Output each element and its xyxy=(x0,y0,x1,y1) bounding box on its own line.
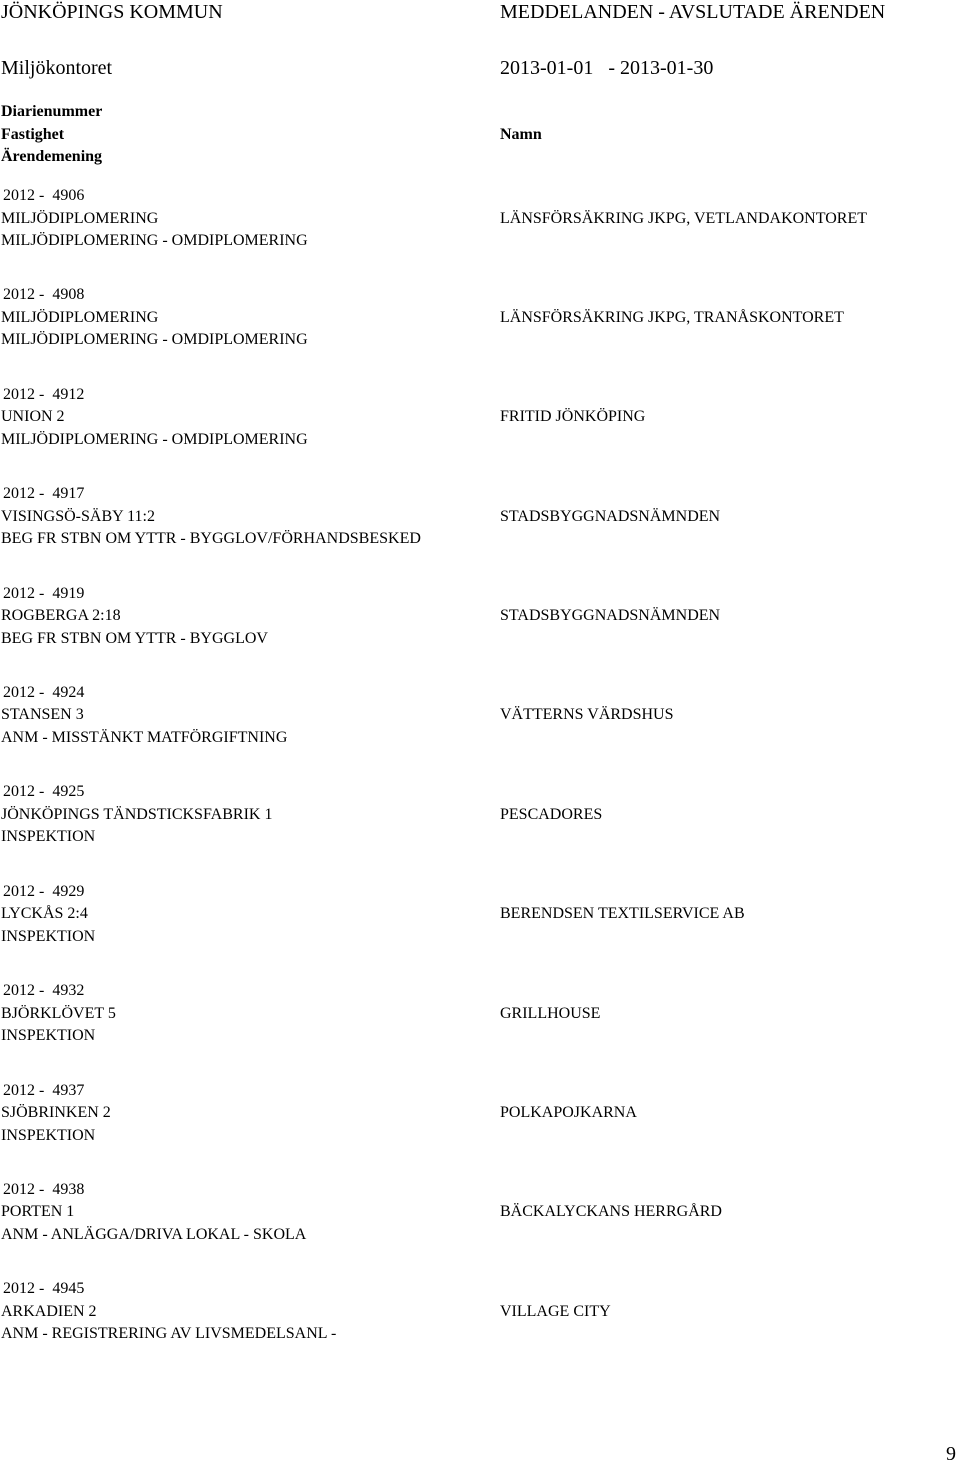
date-to: 2013-01-30 xyxy=(620,57,714,79)
record-arendemening: ANM - ANLÄGGA/DRIVA LOKAL - SKOLA xyxy=(1,1225,307,1243)
record-details xyxy=(1,483,481,551)
record-fastighet: BJÖRKLÖVET 5 xyxy=(1,1004,116,1022)
list-item xyxy=(0,1080,960,1179)
record-diarienummer xyxy=(1,185,481,208)
record-arendemening: INSPEKTION xyxy=(1,927,96,945)
record-separator: - xyxy=(39,1280,45,1298)
page-number: 9 xyxy=(946,1443,956,1465)
column-header-diarienummer: Diarienummer xyxy=(1,103,103,120)
record-year: 2012 xyxy=(3,982,35,1000)
record-namn: BERENDSEN TEXTILSERVICE AB xyxy=(500,905,745,923)
date-from: 2013-01-01 xyxy=(500,57,594,79)
record-details xyxy=(1,1179,481,1247)
record-list xyxy=(0,185,960,1378)
record-details xyxy=(1,384,481,452)
list-item xyxy=(0,881,960,980)
record-arendemening: MILJÖDIPLOMERING - OMDIPLOMERING xyxy=(1,232,308,249)
record-year: 2012 xyxy=(3,584,35,602)
record-separator: - xyxy=(39,683,45,701)
record-separator: - xyxy=(39,485,45,503)
record-number: 4937 xyxy=(52,1081,85,1099)
record-separator: - xyxy=(39,1081,45,1099)
record-fastighet: LYCKÅS 2:4 xyxy=(1,905,88,923)
record-details xyxy=(1,284,481,352)
record-number: 4945 xyxy=(52,1280,85,1298)
record-namn: GRILLHOUSE xyxy=(500,1004,601,1022)
record-fastighet: ROGBERGA 2:18 xyxy=(1,607,121,625)
record-fastighet: VISINGSÖ-SÄBY 11:2 xyxy=(1,507,155,525)
record-arendemening: MILJÖDIPLOMERING - OMDIPLOMERING xyxy=(1,331,308,349)
report-title: MEDDELANDEN - AVSLUTADE ÄRENDEN xyxy=(500,1,886,23)
record-arendemening: ANM - MISSTÄNKT MATFÖRGIFTNING xyxy=(1,728,288,746)
record-diarienummer xyxy=(1,583,481,606)
record-number: 4932 xyxy=(52,982,85,1000)
list-item xyxy=(0,284,960,383)
date-range xyxy=(500,56,713,80)
record-namn: STADSBYGGNADSNÄMNDEN xyxy=(500,607,721,625)
record-diarienummer xyxy=(1,682,481,705)
record-details xyxy=(1,781,481,849)
record-number: 4908 xyxy=(52,286,85,304)
record-diarienummer xyxy=(1,881,481,904)
record-namn: STADSBYGGNADSNÄMNDEN xyxy=(500,507,721,525)
record-separator: - xyxy=(39,286,45,304)
list-item xyxy=(0,384,960,483)
record-diarienummer xyxy=(1,1278,481,1301)
record-namn: VILLAGE CITY xyxy=(500,1302,611,1320)
record-number: 4912 xyxy=(52,385,85,403)
document-subheader xyxy=(0,56,960,80)
list-item xyxy=(0,682,960,781)
record-year: 2012 xyxy=(3,187,35,204)
record-number: 4938 xyxy=(52,1180,85,1198)
record-namn: POLKAPOJKARNA xyxy=(500,1104,637,1122)
record-number: 4925 xyxy=(52,783,85,801)
record-separator: - xyxy=(39,385,45,403)
record-separator: - xyxy=(39,783,45,801)
record-diarienummer xyxy=(1,1080,481,1103)
record-year: 2012 xyxy=(3,783,35,801)
column-header-arendemening: Ärendemening xyxy=(1,148,103,165)
record-diarienummer xyxy=(1,384,481,407)
record-number: 4919 xyxy=(52,584,85,602)
record-details xyxy=(1,1080,481,1148)
record-year: 2012 xyxy=(3,485,35,503)
column-header-namn: Namn xyxy=(500,125,542,143)
record-details xyxy=(1,881,481,949)
record-number: 4924 xyxy=(52,683,85,701)
record-year: 2012 xyxy=(3,882,35,900)
record-separator: - xyxy=(39,584,45,602)
record-year: 2012 xyxy=(3,1180,35,1198)
record-details xyxy=(1,583,481,651)
record-year: 2012 xyxy=(3,286,35,304)
record-fastighet: ARKADIEN 2 xyxy=(1,1302,97,1320)
list-item xyxy=(0,980,960,1079)
record-fastighet: STANSEN 3 xyxy=(1,706,84,724)
record-diarienummer xyxy=(1,781,481,804)
record-namn: LÄNSFÖRSÄKRING JKPG, TRANÅSKONTORET xyxy=(500,308,844,326)
record-namn: PESCADORES xyxy=(500,805,603,823)
record-namn: LÄNSFÖRSÄKRING JKPG, VETLANDAKONTORET xyxy=(500,209,867,227)
record-diarienummer xyxy=(1,1179,481,1202)
record-arendemening: INSPEKTION xyxy=(1,1126,96,1144)
organization-name: JÖNKÖPINGS KOMMUN xyxy=(1,1,223,23)
record-diarienummer xyxy=(1,483,481,506)
column-header-fastighet: Fastighet xyxy=(1,125,65,143)
record-arendemening: BEG FR STBN OM YTTR - BYGGLOV/FÖRHANDSBESKED xyxy=(1,530,421,548)
record-year: 2012 xyxy=(3,683,35,701)
column-headers-left xyxy=(1,101,102,169)
record-namn: FRITID JÖNKÖPING xyxy=(500,408,646,426)
list-item xyxy=(0,185,960,284)
record-number: 4906 xyxy=(52,187,85,204)
record-fastighet: JÖNKÖPINGS TÄNDSTICKSFABRIK 1 xyxy=(1,805,273,823)
list-item xyxy=(0,1179,960,1278)
record-year: 2012 xyxy=(3,1280,35,1298)
record-details xyxy=(1,185,481,253)
list-item xyxy=(0,1278,960,1377)
record-number: 4917 xyxy=(52,485,85,503)
record-fastighet: SJÖBRINKEN 2 xyxy=(1,1104,111,1122)
record-number: 4929 xyxy=(52,882,85,900)
record-separator: - xyxy=(39,1180,45,1198)
document-header xyxy=(0,0,960,24)
record-details xyxy=(1,980,481,1048)
office-name: Miljökontoret xyxy=(1,57,113,79)
column-headers xyxy=(0,101,960,171)
record-arendemening: ANM - REGISTRERING AV LIVSMEDELSANL - xyxy=(1,1325,337,1343)
record-year: 2012 xyxy=(3,1081,35,1099)
record-details xyxy=(1,682,481,750)
record-year: 2012 xyxy=(3,385,35,403)
record-separator: - xyxy=(39,882,45,900)
list-item xyxy=(0,781,960,880)
list-item xyxy=(0,583,960,682)
record-separator: - xyxy=(39,982,45,1000)
date-separator: - xyxy=(608,57,615,79)
record-fastighet: MILJÖDIPLOMERING xyxy=(1,308,159,326)
record-details xyxy=(1,1278,481,1346)
record-namn: VÄTTERNS VÄRDSHUS xyxy=(500,706,674,724)
record-namn: BÄCKALYCKANS HERRGÅRD xyxy=(500,1203,722,1221)
record-separator: - xyxy=(39,187,45,204)
record-diarienummer xyxy=(1,284,481,307)
record-arendemening: BEG FR STBN OM YTTR - BYGGLOV xyxy=(1,629,268,647)
record-arendemening: INSPEKTION xyxy=(1,1027,96,1045)
list-item xyxy=(0,483,960,582)
record-arendemening: INSPEKTION xyxy=(1,828,96,846)
record-fastighet: UNION 2 xyxy=(1,408,65,426)
record-arendemening: MILJÖDIPLOMERING - OMDIPLOMERING xyxy=(1,430,308,448)
record-fastighet: MILJÖDIPLOMERING xyxy=(1,209,159,227)
record-fastighet: PORTEN 1 xyxy=(1,1203,75,1221)
record-diarienummer xyxy=(1,980,481,1003)
